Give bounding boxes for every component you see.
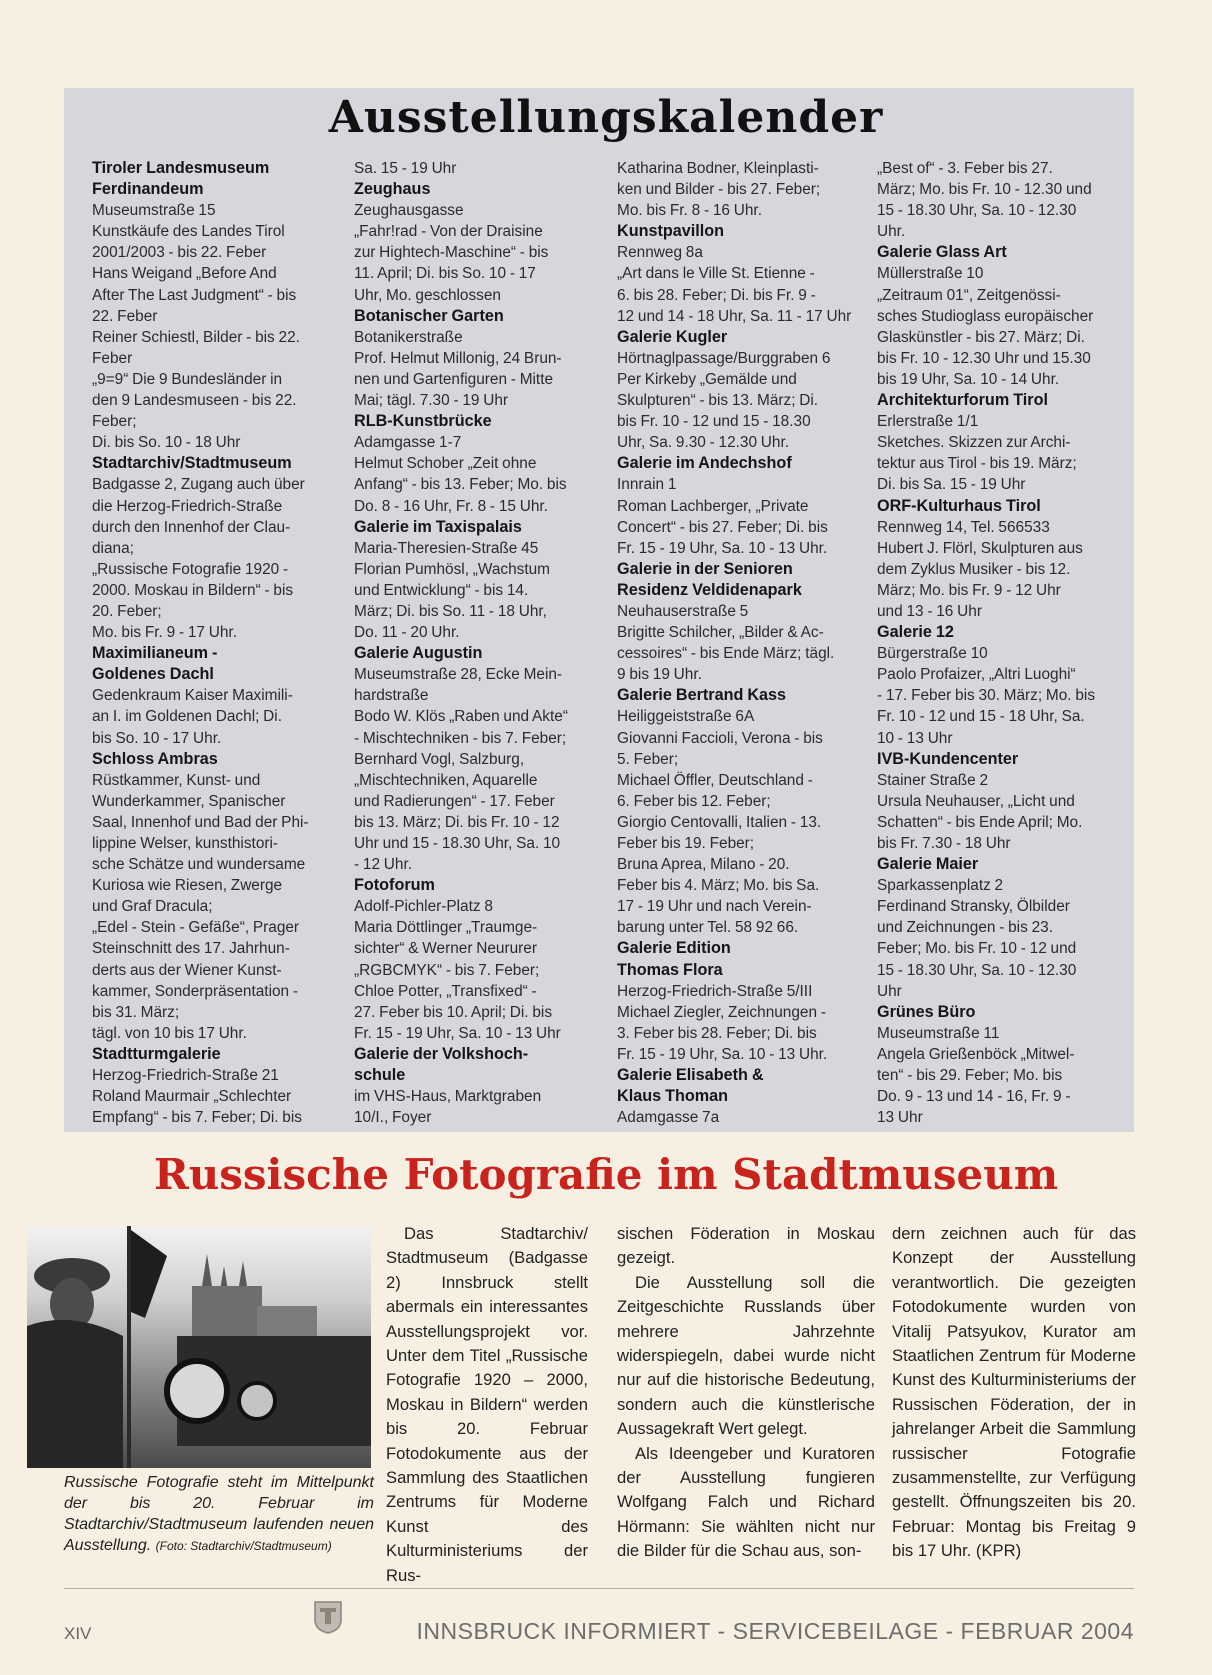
entry-detail: - 17. Feber bis 30. März; Mo. bis <box>877 687 1096 705</box>
entry-detail: und 13 - 16 Uhr <box>877 602 982 620</box>
entry-detail: Bürgerstraße 10 <box>877 645 988 663</box>
entry-detail: Adolf-Pichler-Platz 8 <box>354 898 493 916</box>
entry-detail: 9 bis 19 Uhr. <box>617 666 702 684</box>
entry-detail: Adamgasse 7a <box>617 1109 720 1127</box>
venue-name: Schloss Ambras <box>92 749 218 768</box>
article-column-3 <box>892 1222 1136 1564</box>
entry-detail: Neuhauserstraße 5 <box>617 602 749 620</box>
entry-detail: bis 19 Uhr, Sa. 10 - 14 Uhr. <box>877 370 1060 388</box>
entry-detail: Bodo W. Klös „Raben und Akte“ <box>354 708 568 726</box>
entry-detail: 12 und 14 - 18 Uhr, Sa. 11 - 17 Uhr <box>617 307 852 325</box>
venue-name: ORF-Kulturhaus Tirol <box>877 496 1041 515</box>
calendar-entry <box>92 1044 336 1128</box>
entry-detail: und Zeichnungen - bis 23. <box>877 919 1053 937</box>
entry-detail: Helmut Schober „Zeit ohne <box>354 455 537 473</box>
entry-detail: Museumstraße 15 <box>92 202 216 220</box>
calendar-entry <box>617 158 861 221</box>
venue-name: Goldenes Dachl <box>92 665 214 684</box>
entry-detail: 15 - 18.30 Uhr, Sa. 10 - 12.30 <box>877 961 1077 979</box>
article-title: Russische Fotografie im Stadtmuseum <box>153 1150 1059 1199</box>
entry-detail: Sketches. Skizzen zur Archi- <box>877 434 1071 452</box>
entry-detail: 6. bis 28. Feber; Di. bis Fr. 9 - <box>617 286 816 304</box>
venue-name: Galerie Kugler <box>617 327 728 346</box>
entry-detail: derts aus der Wiener Kunst- <box>92 961 282 979</box>
entry-detail: Roman Lachberger, „Private <box>617 497 809 515</box>
entry-detail: 10/I., Foyer <box>354 1109 432 1127</box>
entry-detail: Di. bis Sa. 15 - 19 Uhr <box>877 476 1026 494</box>
venue-name: Fotoforum <box>354 876 435 895</box>
calendar-column-3 <box>617 158 861 1128</box>
entry-detail: die Herzog-Friedrich-Straße <box>92 497 283 515</box>
city-crest-icon <box>313 1600 343 1634</box>
entry-detail: Florian Pumhösl, „Wachstum <box>354 560 550 578</box>
entry-detail: Glaskünstler - bis 27. März; Di. <box>877 328 1085 346</box>
entry-detail: im VHS-Haus, Marktgraben <box>354 1088 542 1106</box>
venue-name: Residenz Veldidenapark <box>617 580 802 599</box>
calendar-entry <box>617 685 861 938</box>
entry-detail: Mo. bis Fr. 9 - 17 Uhr. <box>92 624 237 642</box>
entry-detail: Uhr, Sa. 9.30 - 12.30 Uhr. <box>617 434 790 452</box>
venue-name: Galerie 12 <box>877 623 954 642</box>
entry-detail: Brigitte Schilcher, „Bilder & Ac- <box>617 624 824 642</box>
article-paragraph: dern zeichnen auch für das Konzept der Ausstellung verantwortlich. Die gezeigten Fotodokumente wurden von Vitalij Patsyukov, Kurator am Staatlichen Zentrum für Moderne Kunst des Kulturministeriums der Russischen Föderation, der in jahrelanger Arbeit die Sammlung russischer Fotografie zusammenstellte, zur Verfügung gestellt. Öffnungszeiten bis 20. Februar: Montag bis Freitag 9 bis 17 Uhr. (KPR) <box>892 1224 1136 1561</box>
entry-detail: Uhr <box>877 982 902 1000</box>
calendar-entry <box>617 221 861 326</box>
entry-detail: „RGBCMYK“ - bis 7. Feber; <box>354 961 540 979</box>
entry-detail: durch den Innenhof der Clau- <box>92 518 291 536</box>
entry-detail: März; Mo. bis Fr. 10 - 12.30 und <box>877 181 1092 199</box>
entry-detail: 11. April; Di. bis So. 10 - 17 <box>354 265 536 283</box>
entry-detail: Herzog-Friedrich-Straße 5/III <box>617 982 813 1000</box>
entry-detail: ken und Bilder - bis 27. Feber; <box>617 181 821 199</box>
entry-detail: bis Fr. 7.30 - 18 Uhr <box>877 835 1011 852</box>
entry-detail: tektur aus Tirol - bis 19. März; <box>877 455 1077 473</box>
venue-name: Maximilianeum - <box>92 644 218 663</box>
entry-detail: Fr. 15 - 19 Uhr, Sa. 10 - 13 Uhr. <box>617 539 828 557</box>
calendar-title: Ausstellungskalender <box>328 92 884 143</box>
article-photo <box>27 1226 371 1468</box>
entry-detail: Adamgasse 1-7 <box>354 434 462 452</box>
entry-detail: Per Kirkeby „Gemälde und <box>617 370 797 388</box>
entry-detail: sches Studioglass europäischer <box>877 307 1094 325</box>
venue-name: Galerie Elisabeth & <box>617 1066 764 1085</box>
entry-detail: Michael Öffler, Deutschland - <box>617 771 813 789</box>
entry-detail: Bernhard Vogl, Salzburg, <box>354 750 525 768</box>
entry-detail: Rennweg 14, Tel. 566533 <box>877 518 1050 536</box>
entry-detail: 10 - 13 Uhr <box>877 729 953 747</box>
entry-detail: Feber; Mo. bis Fr. 10 - 12 und <box>877 940 1077 958</box>
entry-detail: Zeughausgasse <box>354 202 464 220</box>
entry-detail: Concert“ - bis 27. Feber; Di. bis <box>617 518 828 536</box>
calendar-column-1 <box>92 158 336 1128</box>
entry-detail: 6. Feber bis 12. Feber; <box>617 792 771 810</box>
caption-text: Russische Fotografie steht im Mittelpunkt der bis 20. Februar im Stadtarchiv/Stadtmuseum laufenden neuen Ausstellung. <box>64 1474 374 1554</box>
entry-detail: Feber bis 4. März; Mo. bis Sa. <box>617 877 820 895</box>
venue-name: Galerie in der Senioren <box>617 559 793 578</box>
entry-detail: und Radierungen“ - 17. Feber <box>354 792 555 810</box>
entry-detail: Sparkassenplatz 2 <box>877 877 1004 895</box>
entry-detail: Mai; tägl. 7.30 - 19 Uhr <box>354 392 509 410</box>
entry-detail: „Russische Fotografie 1920 - <box>92 560 289 578</box>
entry-detail: 17 - 19 Uhr und nach Verein- <box>617 898 812 916</box>
article-paragraph: Als Ideengeber und Kuratoren der Ausstellung fungieren Wolfgang Falch und Richard Hörmann: Sie wählten nicht nur die Bilder für die Schau aus, son- <box>617 1443 875 1561</box>
venue-name: Kunstpavillon <box>617 222 725 241</box>
venue-name: Galerie Bertrand Kass <box>617 686 787 705</box>
entry-detail: Uhr, Mo. geschlossen <box>354 286 501 304</box>
entry-detail: „Fahr!rad - Von der Draisine <box>354 223 543 241</box>
entry-detail: Hörtnaglpassage/Burggraben 6 <box>617 349 831 367</box>
entry-detail: Katharina Bodner, Kleinplasti- <box>617 160 819 177</box>
entry-detail: Rüstkammer, Kunst- und <box>92 771 261 789</box>
entry-detail: Feber <box>92 349 133 367</box>
publication-footer: INNSBRUCK INFORMIERT - SERVICEBEILAGE - FEBRUAR 2004 <box>416 1618 1134 1644</box>
entry-detail: barung unter Tel. 58 92 66. <box>617 919 799 937</box>
venue-name: Stadtturmgalerie <box>92 1044 221 1063</box>
calendar-entry <box>92 453 336 643</box>
entry-detail: „9=9“ Die 9 Bundesländer in <box>92 370 283 388</box>
entry-detail: lippine Welser, kunsthistori- <box>92 835 279 852</box>
venue-name: Klaus Thoman <box>617 1087 729 1106</box>
entry-detail: Uhr und 15 - 18.30 Uhr, Sa. 10 <box>354 835 561 852</box>
entry-detail: Ferdinand Stransky, Ölbilder <box>877 898 1070 916</box>
entry-detail: und Entwicklung“ - bis 14. <box>354 581 529 599</box>
venue-name: IVB-Kundencenter <box>877 749 1019 768</box>
entry-detail: Innrain 1 <box>617 476 677 494</box>
entry-detail: bis So. 10 - 17 Uhr. <box>92 729 222 747</box>
article-paragraph: sischen Föderation in Moskau gezeigt. <box>617 1224 875 1268</box>
venue-name: Thomas Flora <box>617 960 723 979</box>
calendar-entry <box>92 158 336 453</box>
entry-detail: Fr. 15 - 19 Uhr, Sa. 10 - 13 Uhr <box>354 1024 561 1042</box>
calendar-entry <box>354 875 598 1044</box>
entry-detail: Rennweg 8a <box>617 244 703 262</box>
entry-detail: Müllerstraße 10 <box>877 265 984 283</box>
entry-detail: Reiner Schiestl, Bilder - bis 22. <box>92 328 300 346</box>
entry-detail: - Mischtechniken - bis 7. Feber; <box>354 729 567 747</box>
entry-detail: ten“ - bis 29. Feber; Mo. bis <box>877 1067 1063 1085</box>
calendar-entry <box>877 622 1121 749</box>
entry-detail: diana; <box>92 539 134 557</box>
entry-detail: Maria-Theresien-Straße 45 <box>354 539 539 557</box>
calendar-entry <box>877 496 1121 623</box>
entry-detail: bis Fr. 10 - 12.30 Uhr und 15.30 <box>877 349 1091 367</box>
entry-detail: „Zeitraum 01“, Zeitgenössi- <box>877 286 1061 304</box>
calendar-entry <box>617 453 861 558</box>
entry-detail: Sa. 15 - 19 Uhr <box>354 160 457 177</box>
calendar-entry <box>92 749 336 1044</box>
venue-name: Galerie Augustin <box>354 644 483 663</box>
entry-detail: 13 Uhr <box>877 1109 923 1127</box>
venue-name: Galerie der Volkshoch- <box>354 1044 529 1063</box>
entry-detail: Stainer Straße 2 <box>877 771 989 789</box>
entry-detail: März; Di. bis So. 11 - 18 Uhr, <box>354 602 547 620</box>
entry-detail: „Edel - Stein - Gefäße“, Prager <box>92 919 300 937</box>
entry-detail: Michael Ziegler, Zeichnungen - <box>617 1003 826 1021</box>
calendar-entry <box>877 390 1121 495</box>
article-column-2 <box>617 1222 875 1564</box>
entry-detail: Botanikerstraße <box>354 328 463 346</box>
calendar-entry <box>354 158 598 179</box>
venue-name: Galerie im Andechshof <box>617 454 792 473</box>
entry-detail: 22. Feber <box>92 307 158 325</box>
entry-detail: 5. Feber; <box>617 750 679 768</box>
entry-detail: Skulpturen“ - bis 13. März; Di. <box>617 392 819 410</box>
entry-detail: Uhr. <box>877 223 906 241</box>
photo-credit: (Foto: Stadtarchiv/Stadtmuseum) <box>155 1539 332 1553</box>
entry-detail: After The Last Judgment“ - bis <box>92 286 297 304</box>
entry-detail: Feber bis 19. Feber; <box>617 835 755 852</box>
entry-detail: Chloe Potter, „Transfixed“ - <box>354 982 537 1000</box>
entry-detail: dem Zyklus Musiker - bis 12. <box>877 560 1071 578</box>
calendar-entry <box>877 1002 1121 1129</box>
venue-name: schule <box>354 1066 406 1085</box>
article-paragraph: Das Stadtarchiv/ Stadtmuseum (Badgasse 2) Innsbruck stellt abermals ein interessantes Ausstellungsprojekt vor. Unter dem Titel „Russische Fotografie 1920 – 2000, Moskau in Bildern“ werden bis 20. Februar Fotodokumente aus der Sammlung des Staatlichen Zentrums für Moderne Kunst des Kulturministeriums der Rus- <box>386 1224 588 1585</box>
entry-detail: bis 31. März; <box>92 1003 180 1021</box>
entry-detail: „Mischtechniken, Aquarelle <box>354 771 538 789</box>
photo-caption <box>64 1472 374 1557</box>
entry-detail: Saal, Innenhof und Bad der Phi- <box>92 813 309 831</box>
calendar-entry <box>354 1044 598 1128</box>
entry-detail: 20. Feber; <box>92 602 162 620</box>
entry-detail: bis 13. März; Di. bis Fr. 10 - 12 <box>354 813 560 831</box>
entry-detail: Empfang“ - bis 7. Feber; Di. bis <box>92 1109 302 1127</box>
entry-detail: „Best of“ - 3. Feber bis 27. <box>877 160 1053 177</box>
venue-name: Galerie im Taxispalais <box>354 517 522 536</box>
entry-detail: sche Schätze und wundersame <box>92 856 306 874</box>
calendar-column-2 <box>354 158 598 1128</box>
entry-detail: Do. 11 - 20 Uhr. <box>354 624 460 642</box>
entry-detail: Kunstkäufe des Landes Tirol <box>92 223 285 241</box>
calendar-entry <box>92 643 336 748</box>
entry-detail: an I. im Goldenen Dachl; Di. <box>92 708 282 726</box>
calendar-entry <box>354 179 598 306</box>
entry-detail: Roland Maurmair „Schlechter <box>92 1088 292 1106</box>
entry-detail: Wunderkammer, Spanischer <box>92 792 286 810</box>
entry-detail: - 12 Uhr. <box>354 856 413 874</box>
entry-detail: Anfang“ - bis 13. Feber; Mo. bis <box>354 476 567 494</box>
entry-detail: Fr. 10 - 12 und 15 - 18 Uhr, Sa. <box>877 708 1085 726</box>
calendar-entry <box>617 327 861 454</box>
entry-detail: Bruna Aprea, Milano - 20. <box>617 856 790 874</box>
venue-name: Tiroler Landesmuseum <box>92 159 270 177</box>
entry-detail: Kuriosa wie Riesen, Zwerge <box>92 877 283 895</box>
entry-detail: Paolo Profaizer, „Altri Luoghi“ <box>877 666 1076 684</box>
entry-detail: Steinschnitt des 17. Jahrhun- <box>92 940 290 958</box>
entry-detail: tägl. von 10 bis 17 Uhr. <box>92 1024 247 1042</box>
article-paragraph: Die Ausstellung soll die Zeitgeschichte Russlands über mehrere Jahrzehnte widerspiegeln, dabei wurde nicht nur auf die historische Bedeutung, sondern auch die künstlerische Aussagekraft Wert gelegt. <box>617 1272 875 1439</box>
calendar-entry <box>617 938 861 1065</box>
entry-detail: Ursula Neuhauser, „Licht und <box>877 792 1075 810</box>
page-number: XIV <box>64 1624 92 1643</box>
entry-detail: bis Fr. 10 - 12 und 15 - 18.30 <box>617 413 811 431</box>
entry-detail: Giorgio Centovalli, Italien - 13. <box>617 813 822 831</box>
venue-name: Ferdinandeum <box>92 180 204 199</box>
entry-detail: Mo. bis Fr. 8 - 16 Uhr. <box>617 202 762 220</box>
entry-detail: März; Mo. bis Fr. 9 - 12 Uhr <box>877 581 1061 599</box>
calendar-entry <box>877 242 1121 390</box>
calendar-entry <box>354 517 598 644</box>
entry-detail: 3. Feber bis 28. Feber; Di. bis <box>617 1024 817 1042</box>
entry-detail: „Art dans le Ville St. Etienne - <box>617 265 815 283</box>
footer-divider <box>64 1588 1134 1589</box>
calendar-entry <box>877 749 1121 854</box>
entry-detail: nen und Gartenfiguren - Mitte <box>354 370 554 388</box>
venue-name: Stadtarchiv/Stadtmuseum <box>92 454 292 473</box>
venue-name: RLB-Kunstbrücke <box>354 412 492 431</box>
entry-detail: Maria Döttlinger „Traumge- <box>354 919 538 937</box>
entry-detail: 2001/2003 - bis 22. Feber <box>92 244 267 262</box>
venue-name: Galerie Glass Art <box>877 243 1007 262</box>
entry-detail: Heiliggeiststraße 6A <box>617 708 755 726</box>
entry-detail: Museumstraße 28, Ecke Mein- <box>354 666 563 684</box>
entry-detail: 2000. Moskau in Bildern“ - bis <box>92 581 294 599</box>
calendar-entry <box>877 158 1121 242</box>
calendar-entry <box>617 1065 861 1128</box>
calendar-entry <box>877 854 1121 1002</box>
entry-detail: Prof. Helmut Millonig, 24 Brun- <box>354 349 562 367</box>
venue-name: Grünes Büro <box>877 1002 976 1021</box>
entry-detail: den 9 Landesmuseen - bis 22. <box>92 392 297 410</box>
entry-detail: zur Hightech-Maschine“ - bis <box>354 244 549 262</box>
venue-name: Galerie Maier <box>877 855 979 874</box>
entry-detail: cessoires“ - bis Ende März; tägl. <box>617 645 835 663</box>
calendar-entry <box>617 559 861 686</box>
entry-detail: Fr. 15 - 19 Uhr, Sa. 10 - 13 Uhr. <box>617 1045 828 1063</box>
entry-detail: hardstraße <box>354 687 429 705</box>
calendar-entry <box>354 643 598 875</box>
entry-detail: Feber; <box>92 413 137 431</box>
entry-detail: Erlerstraße 1/1 <box>877 413 979 431</box>
calendar-entry <box>354 306 598 411</box>
article-column-1 <box>386 1222 588 1588</box>
entry-detail: Do. 8 - 16 Uhr, Fr. 8 - 15 Uhr. <box>354 497 548 515</box>
venue-name: Galerie Edition <box>617 939 731 958</box>
entry-detail: Badgasse 2, Zugang auch über <box>92 476 305 494</box>
entry-detail: Museumstraße 11 <box>877 1024 1000 1042</box>
photo-illustration <box>27 1226 371 1468</box>
entry-detail: Angela Grießenböck „Mitwel- <box>877 1045 1075 1063</box>
entry-detail: sichter“ & Werner Neururer <box>354 940 537 958</box>
entry-detail: Herzog-Friedrich-Straße 21 <box>92 1067 279 1085</box>
entry-detail: Giovanni Faccioli, Verona - bis <box>617 729 823 747</box>
entry-detail: Di. bis So. 10 - 18 Uhr <box>92 434 241 452</box>
entry-detail: kammer, Sonderpräsentation - <box>92 982 299 1000</box>
venue-name: Botanischer Garten <box>354 306 504 325</box>
entry-detail: Hans Weigand „Before And <box>92 265 277 283</box>
calendar-column-4 <box>877 158 1121 1128</box>
entry-detail: Gedenkraum Kaiser Maximili- <box>92 687 293 705</box>
entry-detail: und Graf Dracula; <box>92 898 213 916</box>
entry-detail: Hubert J. Flörl, Skulpturen aus <box>877 539 1083 557</box>
calendar-entry <box>354 411 598 516</box>
entry-detail: Do. 9 - 13 und 14 - 16, Fr. 9 - <box>877 1088 1071 1106</box>
entry-detail: 27. Feber bis 10. April; Di. bis <box>354 1003 553 1021</box>
entry-detail: 15 - 18.30 Uhr, Sa. 10 - 12.30 <box>877 202 1077 220</box>
venue-name: Architekturforum Tirol <box>877 391 1048 410</box>
entry-detail: Schatten“ - bis Ende April; Mo. <box>877 813 1083 831</box>
venue-name: Zeughaus <box>354 180 431 199</box>
